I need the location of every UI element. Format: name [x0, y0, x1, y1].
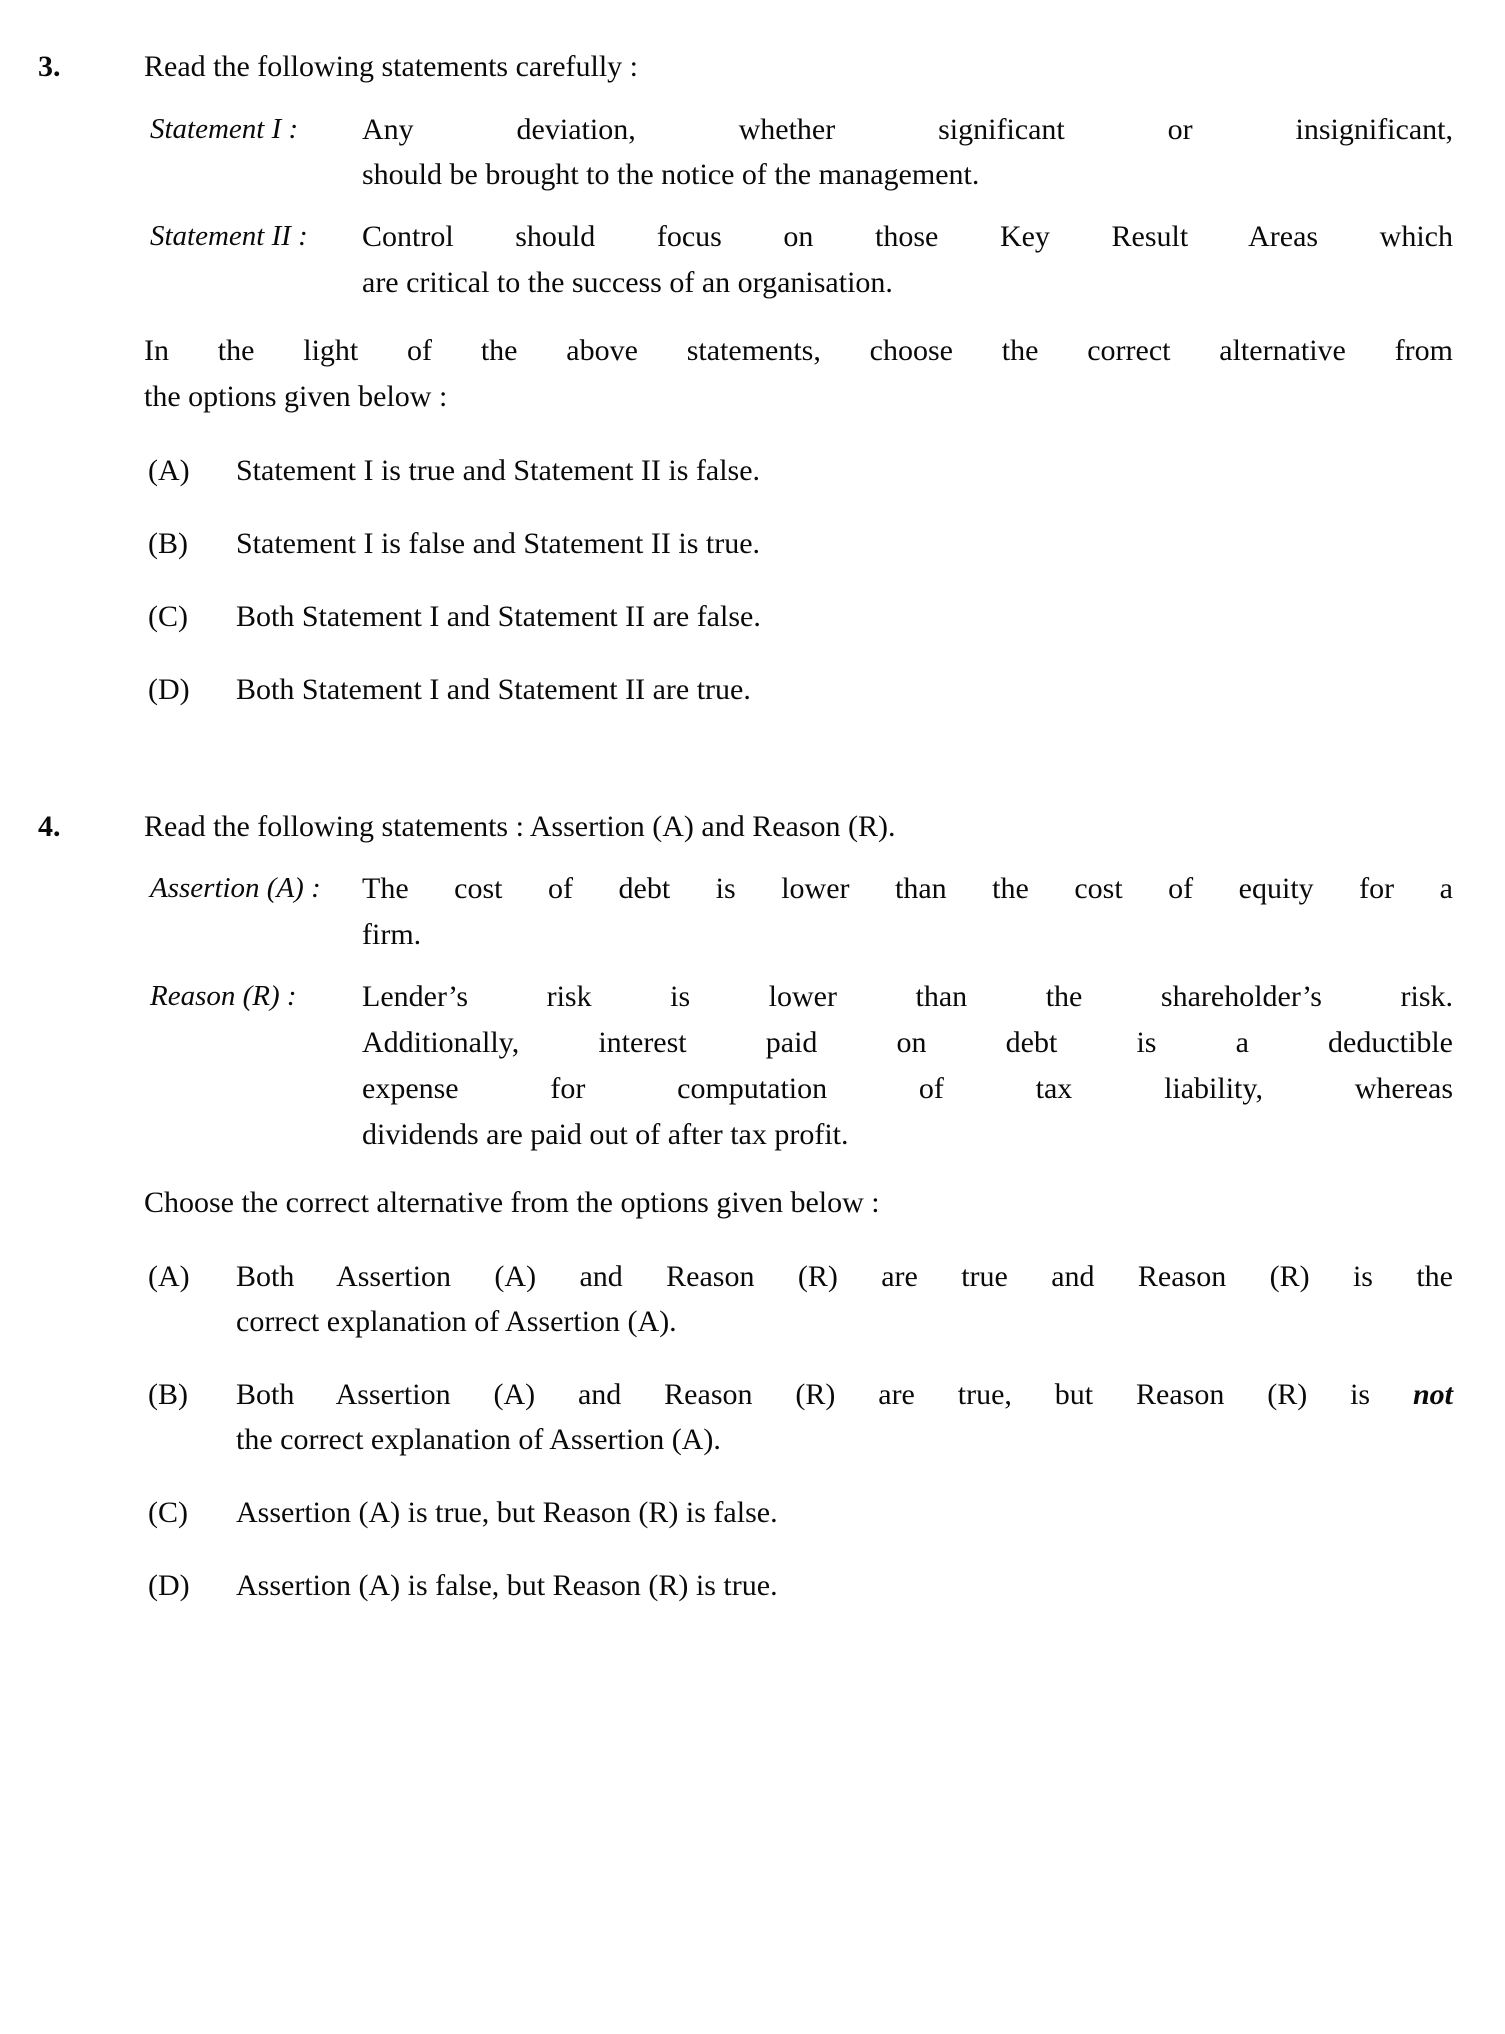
option-4-c-text — [236, 1490, 1453, 1535]
assertion-label: Assertion (A) : — [150, 872, 321, 905]
question-4-number: 4. — [38, 809, 61, 843]
option-4-a-line-1: Both Assertion (A) and Reason (R) are true and Reason (R) is the — [236, 1259, 1453, 1293]
option-4-b[interactable] — [144, 1372, 1453, 1462]
option-3-d-key: (D) — [148, 672, 190, 706]
reason-line-3: expense for computation of tax liability, whereas — [362, 1071, 1453, 1105]
question-block-3 — [36, 44, 1453, 712]
reason-row — [144, 974, 1453, 1158]
option-4-b-line-2: the correct explanation of Assertion (A). — [236, 1422, 721, 1456]
option-3-b-text — [236, 521, 1453, 566]
assertion-text — [362, 866, 1453, 958]
option-4-a-text — [236, 1254, 1453, 1344]
assertion-line-2: firm. — [362, 918, 422, 952]
option-4-d-key: (D) — [148, 1568, 190, 1602]
statement-ii-line-2: are critical to the success of an organisation. — [362, 266, 893, 300]
option-3-c-text — [236, 594, 1453, 639]
assertion-row — [144, 866, 1453, 958]
option-3-a[interactable] — [144, 448, 1453, 493]
option-3-a-text — [236, 448, 1453, 493]
assertion-line-1: The cost of debt is lower than the cost of equity for a — [362, 872, 1453, 906]
option-3-a-key: (A) — [148, 453, 190, 487]
option-4-c[interactable] — [144, 1490, 1453, 1535]
question-4-prompt: Read the following statements : Assertion (A) and Reason (R). — [144, 809, 896, 843]
option-3-b[interactable] — [144, 521, 1453, 566]
option-4-a-line-2: correct explanation of Assertion (A). — [236, 1304, 677, 1338]
reason-line-1: Lender’s risk is lower than the shareholder’s risk. — [362, 980, 1453, 1014]
statement-i-row — [144, 107, 1453, 199]
question-4-options — [144, 1254, 1453, 1608]
question-3-body — [144, 107, 1453, 712]
question-3-instruction-line-1: In the light of the above statements, choose the correct alternative from — [144, 334, 1453, 368]
option-4-d[interactable] — [144, 1563, 1453, 1608]
option-4-c-key: (C) — [148, 1495, 188, 1529]
question-4-instruction — [144, 1180, 1453, 1226]
option-3-b-key: (B) — [148, 526, 188, 560]
reason-label: Reason (R) : — [150, 980, 297, 1013]
question-3-instruction — [144, 328, 1453, 420]
option-3-c-line-1: Both Statement I and Statement II are false. — [236, 599, 761, 633]
option-4-b-emphasis: not — [1412, 1377, 1453, 1411]
option-4-d-line-1: Assertion (A) is false, but Reason (R) is true. — [236, 1568, 778, 1602]
reason-line-2: Additionally, interest paid on debt is a deductible — [362, 1026, 1453, 1060]
question-3-prompt: Read the following statements carefully : — [144, 50, 639, 83]
statement-i-label: Statement I : — [150, 112, 299, 145]
statement-ii-row — [144, 214, 1453, 306]
question-spacer — [36, 712, 1453, 804]
question-4-heading — [36, 804, 1453, 851]
option-4-b-key: (B) — [148, 1377, 188, 1411]
reason-line-4: dividends are paid out of after tax profit. — [362, 1117, 849, 1151]
statement-i-line-2: should be brought to the notice of the management. — [362, 158, 980, 192]
option-4-a[interactable] — [144, 1254, 1453, 1344]
statement-i-line-1: Any deviation, whether significant or insignificant, — [362, 112, 1453, 146]
option-3-b-line-1: Statement I is false and Statement II is true. — [236, 526, 761, 560]
option-3-d[interactable] — [144, 667, 1453, 712]
statement-ii-label: Statement II : — [150, 220, 308, 253]
question-block-4 — [36, 804, 1453, 1608]
option-4-d-text — [236, 1563, 1453, 1608]
statement-i-text — [362, 107, 1453, 199]
option-3-a-line-1: Statement I is true and Statement II is false. — [236, 453, 761, 487]
option-3-d-line-1: Both Statement I and Statement II are true. — [236, 672, 751, 706]
statement-ii-line-1: Control should focus on those Key Result Areas which — [362, 220, 1453, 254]
option-4-a-key: (A) — [148, 1259, 190, 1293]
question-4-body — [144, 866, 1453, 1607]
question-3-heading — [36, 44, 1453, 91]
question-4-instruction-line-1: Choose the correct alternative from the options given below : — [144, 1185, 880, 1219]
option-4-b-text — [236, 1372, 1453, 1462]
option-4-c-line-1: Assertion (A) is true, but Reason (R) is false. — [236, 1495, 778, 1529]
option-4-b-line-1: Both Assertion (A) and Reason (R) are true, but Reason (R) is not — [236, 1377, 1453, 1411]
option-3-d-text — [236, 667, 1453, 712]
reason-text — [362, 974, 1453, 1158]
option-3-c[interactable] — [144, 594, 1453, 639]
option-3-c-key: (C) — [148, 599, 188, 633]
statement-ii-text — [362, 214, 1453, 306]
question-3-number: 3. — [38, 50, 61, 83]
question-3-instruction-line-2: the options given below : — [144, 379, 448, 413]
question-3-options — [144, 448, 1453, 712]
